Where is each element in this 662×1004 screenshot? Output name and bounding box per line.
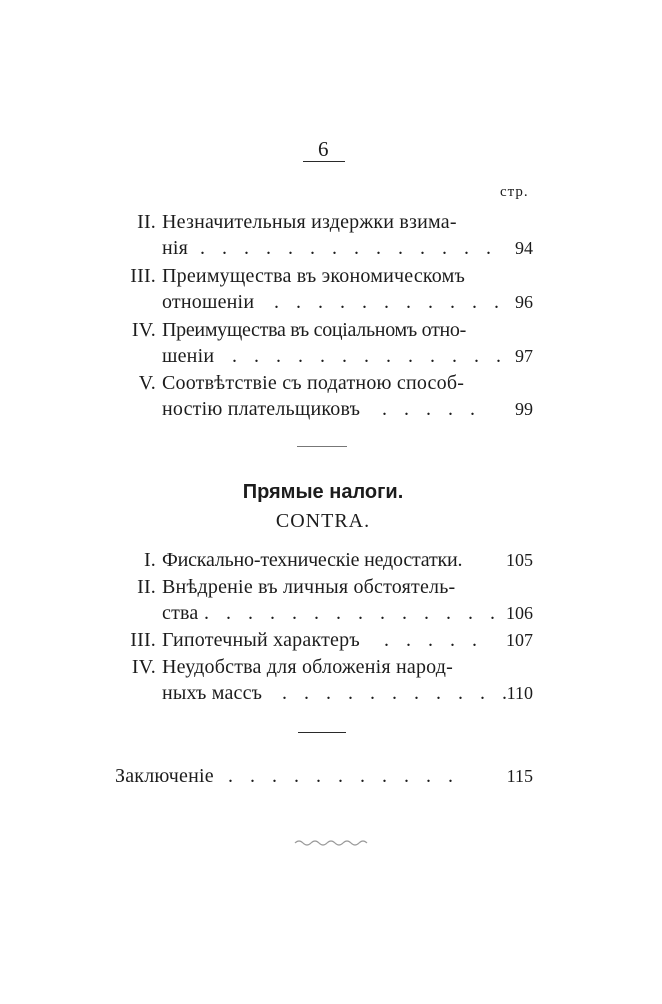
- toc-entry-line: Преимущества въ экономическомъ: [162, 265, 466, 287]
- toc-numeral: I.: [143, 549, 156, 571]
- section-heading: Прямые налоги.: [242, 481, 404, 503]
- toc-entry-line: Неудобства для обложенія народ-: [162, 656, 454, 678]
- toc-entry-line: отношеніи: [162, 291, 255, 313]
- toc-page-number: 96: [515, 292, 533, 312]
- toc-entry-line: Внѣдреніе въ личныя обстоятель-: [162, 576, 456, 598]
- toc-entry-line: Преимущества въ соціальномъ отно-: [162, 319, 466, 341]
- page-column-header: стр.: [500, 184, 529, 200]
- toc-entry-line: ства: [162, 602, 199, 624]
- toc-page-number: 110: [506, 683, 533, 703]
- toc-page-number: 105: [506, 550, 533, 570]
- toc-numeral: V.: [138, 372, 156, 394]
- toc-leader-dots: . . . . . . . . . . .: [282, 682, 513, 704]
- ornament-wavy-line: [293, 838, 373, 848]
- toc-leader-dots: . . . . . . . . . . .: [274, 291, 505, 313]
- toc-leader-dots: . . . . . . . . . . . . . .: [200, 237, 497, 259]
- toc-entry-line: Фискально-техническіе недостатки.: [162, 549, 463, 571]
- toc-leader-dots: . . . . .: [382, 398, 481, 420]
- toc-entry-line: ныхъ массъ: [162, 682, 263, 704]
- toc-page-number: 97: [515, 346, 533, 366]
- toc-leader-dots: . . . . . . . . . . . . .: [232, 345, 507, 367]
- toc-numeral: II.: [137, 576, 156, 598]
- toc-entry-line: Заключеніе: [115, 765, 214, 787]
- section-divider: [298, 732, 346, 733]
- section-divider: [297, 446, 347, 447]
- toc-page-number: 106: [506, 603, 533, 623]
- toc-leader-dots: . . . . . . . . . . .: [228, 765, 459, 787]
- toc-numeral: II.: [137, 211, 156, 233]
- toc-page-number: 99: [515, 399, 533, 419]
- toc-leader-dots: . . . . . . . . . . . . . .: [204, 602, 501, 624]
- toc-page-number: 94: [515, 238, 533, 258]
- toc-page-number: 107: [506, 630, 533, 650]
- toc-numeral: IV.: [131, 319, 156, 341]
- toc-numeral: III.: [130, 629, 156, 651]
- toc-entry-line: ностію плательщиковъ: [162, 398, 361, 420]
- header-rule: [303, 161, 345, 162]
- page-number: 6: [318, 137, 329, 161]
- toc-numeral: III.: [130, 265, 156, 287]
- toc-entry-line: нія: [162, 237, 189, 259]
- toc-entry-line: Гипотечный характеръ: [162, 629, 360, 651]
- toc-entry-line: шеніи: [162, 345, 215, 367]
- toc-page-number: 115: [506, 766, 533, 786]
- section-subheading: CONTRA.: [275, 510, 371, 532]
- toc-entry-line: Соотвѣтствіе съ податною способ-: [162, 372, 465, 394]
- toc-numeral: IV.: [131, 656, 156, 678]
- toc-entry-line: Незначительныя издержки взима-: [162, 211, 457, 233]
- toc-leader-dots: . . . . .: [384, 629, 483, 651]
